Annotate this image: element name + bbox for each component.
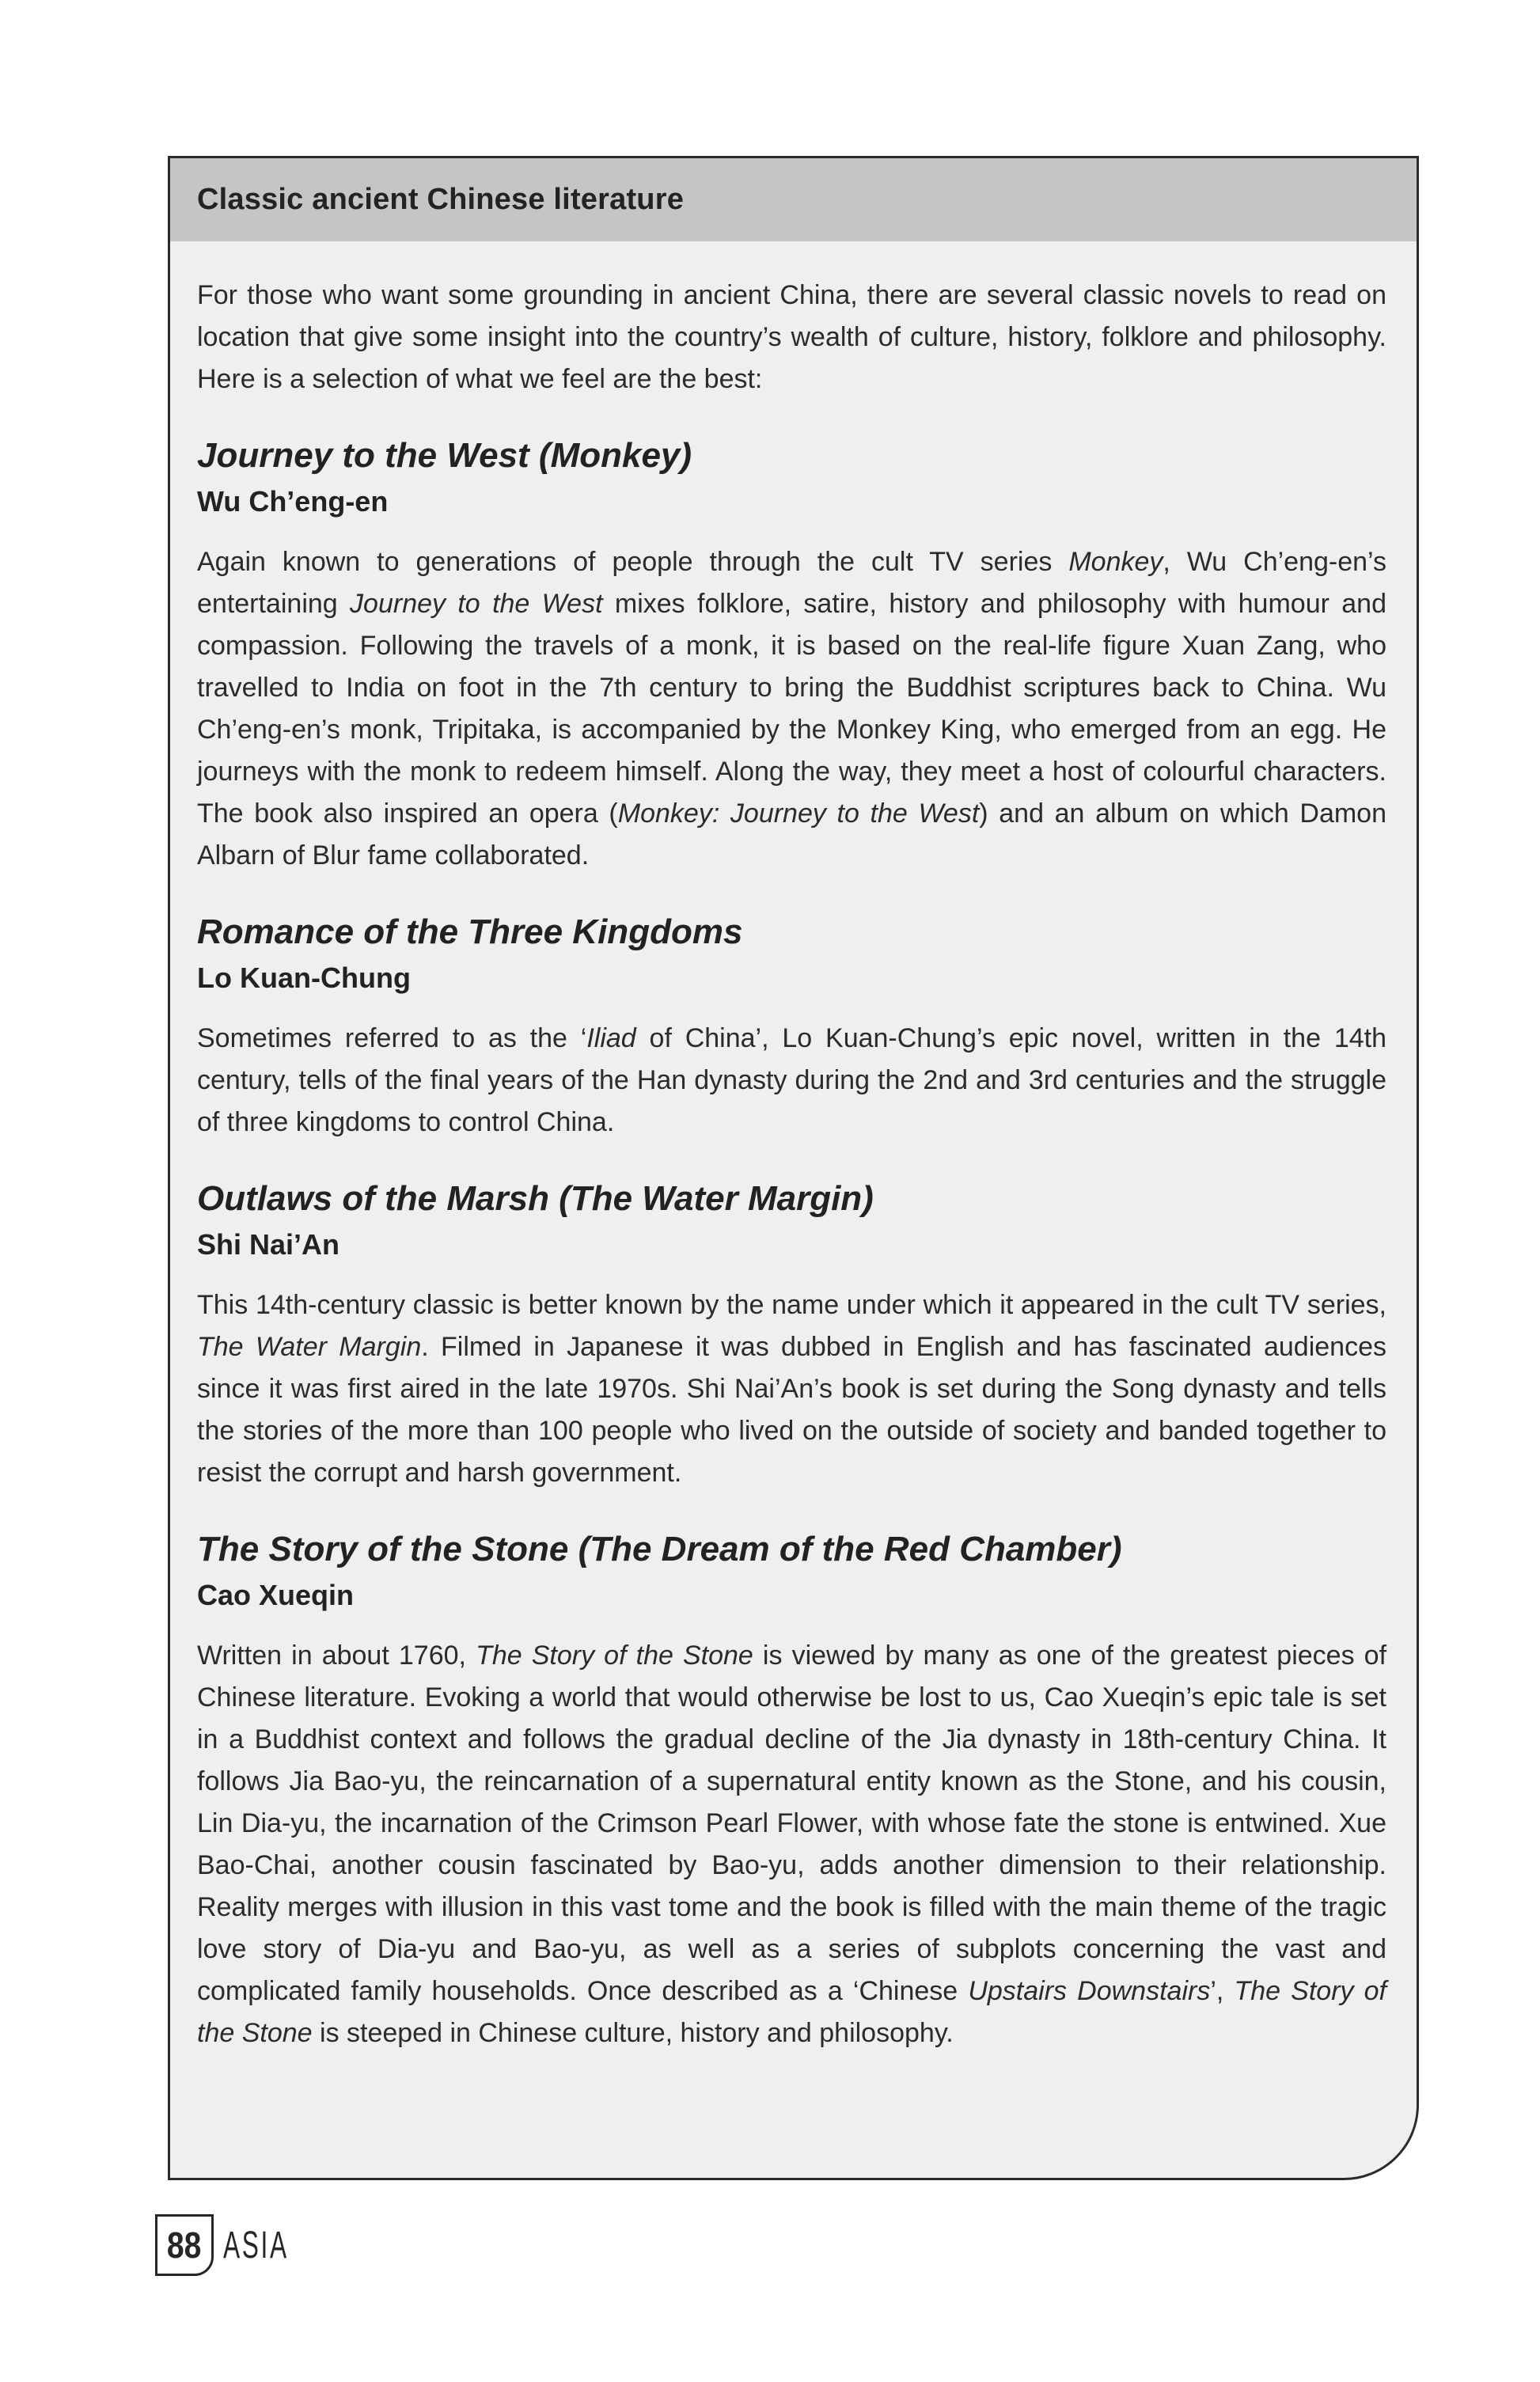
italic-text: Iliad: [586, 1023, 636, 1053]
section-author: Shi Nai’An: [197, 1228, 340, 1261]
section-title: Journey to the West (Monkey): [197, 436, 692, 475]
page-footer: [155, 2214, 322, 2276]
section-paragraph: Sometimes referred to as the ‘Iliad of China’, Lo Kuan-Chung’s epic novel, written in the 14th century, tells of the final years of the Han dynasty during the 2nd and 3rd centuries and the struggle of three kingdoms to control China.: [197, 1023, 1386, 1137]
panel-title: Classic ancient Chinese literature: [197, 183, 685, 216]
section-title: Romance of the Three Kingdoms: [197, 912, 743, 951]
section-author: Lo Kuan-Chung: [197, 962, 411, 994]
section-label: ASIA: [223, 2224, 289, 2266]
literature-panel: [168, 156, 1419, 2180]
section-author: Wu Ch’eng-en: [197, 485, 389, 518]
italic-text: The Water Margin: [197, 1332, 422, 1362]
section-paragraph: Written in about 1760, The Story of the Stone is viewed by many as one of the greatest pieces of Chinese literature. Evoking a world that would otherwise be lost to us, Cao Xueqin’s epic tale is set in a Buddhist context and follows the gradual decline of the Jia dynasty in 18th-century China. It follows Jia Bao-yu, the reincarnation of a supernatural entity known as the Stone, and his cousin, Lin Dia-yu, the incarnation of the Crimson Pearl Flower, with whose fate the stone is entwined. Xue Bao-Chai, another cousin fascinated by Bao-yu, adds another dimension to their relationship. Reality merges with illusion in this vast tome and the book is filled with the main theme of the tragic love story of Dia-yu and Bao-yu, as well as a series of subplots concerning the vast and complicated family households. Once described as a ‘Chinese Upstairs Downstairs’, The Story of the Stone is steeped in Chinese culture, history and philosophy.: [197, 1640, 1387, 2048]
section-journey-to-the-west: [197, 435, 1386, 877]
section-title: Outlaws of the Marsh (The Water Margin): [197, 1179, 874, 1218]
italic-text: Monkey: Journey to the West: [617, 798, 980, 829]
italic-text: Monkey: [1068, 547, 1163, 577]
panel-body: [170, 241, 1417, 2054]
italic-text: The Story of the Stone: [197, 1976, 1386, 2048]
section-outlaws-of-the-marsh: [197, 1178, 1386, 1494]
italic-text: The Story of the Stone: [476, 1640, 753, 1671]
section-title: The Story of the Stone (The Dream of the Red Chamber): [197, 1530, 1122, 1568]
italic-text: Journey to the West: [350, 589, 603, 619]
intro-paragraph: For those who want some grounding in ancient China, there are several classic novels to read on location that give some insight into the country’s wealth of culture, history, folklore and philosophy. Here is a selection of what we feel are the best:: [197, 280, 1386, 394]
italic-text: Upstairs Downstairs: [968, 1976, 1211, 2006]
page-number: 88: [167, 2225, 202, 2266]
panel-header: [170, 158, 1417, 241]
section-story-of-the-stone: [197, 1529, 1386, 2054]
section-author: Cao Xueqin: [197, 1579, 355, 1611]
section-paragraph: This 14th-century classic is better known by the name under which it appeared in the cult TV series, The Water Margin. Filmed in Japanese it was dubbed in English and has fascinated audiences since it was first aired in the late 1970s. Shi Nai’An’s book is set during the Song dynasty and tells the stories of the more than 100 people who lived on the outside of society and banded together to resist the corrupt and harsh government.: [197, 1290, 1386, 1488]
section-romance-of-the-three-kingdoms: [197, 912, 1386, 1144]
section-paragraph: Again known to generations of people through the cult TV series Monkey, Wu Ch’eng-en’s entertaining Journey to the West mixes folklore, satire, history and philosophy with humour and compassion. Following the travels of a monk, it is based on the real-life figure Xuan Zang, who travelled to India on foot in the 7th century to bring the Buddhist scriptures back to China. Wu Ch’eng-en’s monk, Tripitaka, is accompanied by the Monkey King, who emerged from an egg. He journeys with the monk to redeem himself. Along the way, they meet a host of colourful characters. The book also inspired an opera (Monkey: Journey to the West) and an album on which Damon Albarn of Blur fame collaborated.: [197, 547, 1387, 870]
page-number-box: [155, 2214, 214, 2276]
